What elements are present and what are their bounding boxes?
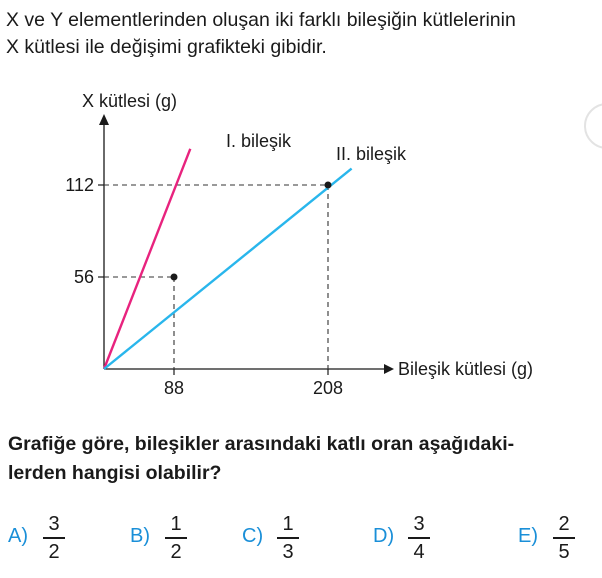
option-b-fraction	[164, 512, 188, 564]
option-b-letter: B)	[130, 525, 150, 547]
y-tick-label-1: 112	[65, 175, 94, 195]
y-axis-label: X kütlesi (g)	[82, 91, 178, 111]
problem-intro	[6, 7, 598, 61]
option-b-denominator: 2	[170, 540, 182, 563]
y-tick-label-0: 56	[73, 267, 94, 287]
series-line-1	[104, 149, 190, 369]
option-c-letter: C)	[242, 525, 264, 547]
option-a-letter: A)	[8, 525, 28, 547]
intro-line-2: X kütlesi ile değişimi grafikteki gibidir.	[6, 36, 327, 58]
fraction-bar	[43, 537, 65, 539]
x-tick-label-0: 88	[163, 378, 185, 398]
option-a-numerator: 3	[48, 513, 60, 535]
mass-chart	[0, 85, 602, 405]
series-label-2: II. bileşik	[336, 144, 407, 164]
y-axis-arrow-icon	[99, 114, 109, 125]
fraction-bar	[165, 537, 187, 539]
fraction-bar	[553, 537, 575, 539]
option-a-fraction	[42, 512, 66, 564]
option-c-numerator: 1	[282, 513, 294, 535]
question-line-1: Grafiğe göre, bileşikler arasındaki katlı oran aşağıdaki-	[8, 433, 515, 455]
option-c-denominator: 3	[282, 540, 294, 563]
x-axis-label: Bileşik kütlesi (g)	[398, 359, 534, 379]
option-e-fraction	[552, 512, 576, 564]
option-e-denominator: 5	[558, 540, 570, 563]
intro-line-1: X ve Y elementlerinden oluşan iki farklı bileşiğin kütlelerinin	[6, 9, 516, 31]
question-text	[8, 430, 598, 488]
series-line-2	[104, 169, 352, 369]
option-d-numerator: 3	[413, 513, 425, 535]
option-e-letter: E)	[518, 525, 538, 547]
option-c-fraction	[276, 512, 300, 564]
x-tick-label-1: 208	[312, 378, 344, 398]
series-label-1: I. bileşik	[226, 131, 292, 151]
option-d-fraction	[407, 512, 431, 564]
data-point-1	[171, 274, 178, 281]
data-point-2	[325, 182, 332, 189]
fraction-bar	[277, 537, 299, 539]
option-a-denominator: 2	[48, 540, 60, 563]
option-d-letter: D)	[373, 525, 395, 547]
fraction-bar	[408, 537, 430, 539]
option-d-denominator: 4	[413, 540, 425, 563]
option-e-numerator: 2	[558, 513, 570, 535]
question-line-2: lerden hangisi olabilir?	[8, 462, 222, 484]
option-b-numerator: 1	[170, 513, 182, 535]
x-axis-arrow-icon	[384, 364, 394, 374]
